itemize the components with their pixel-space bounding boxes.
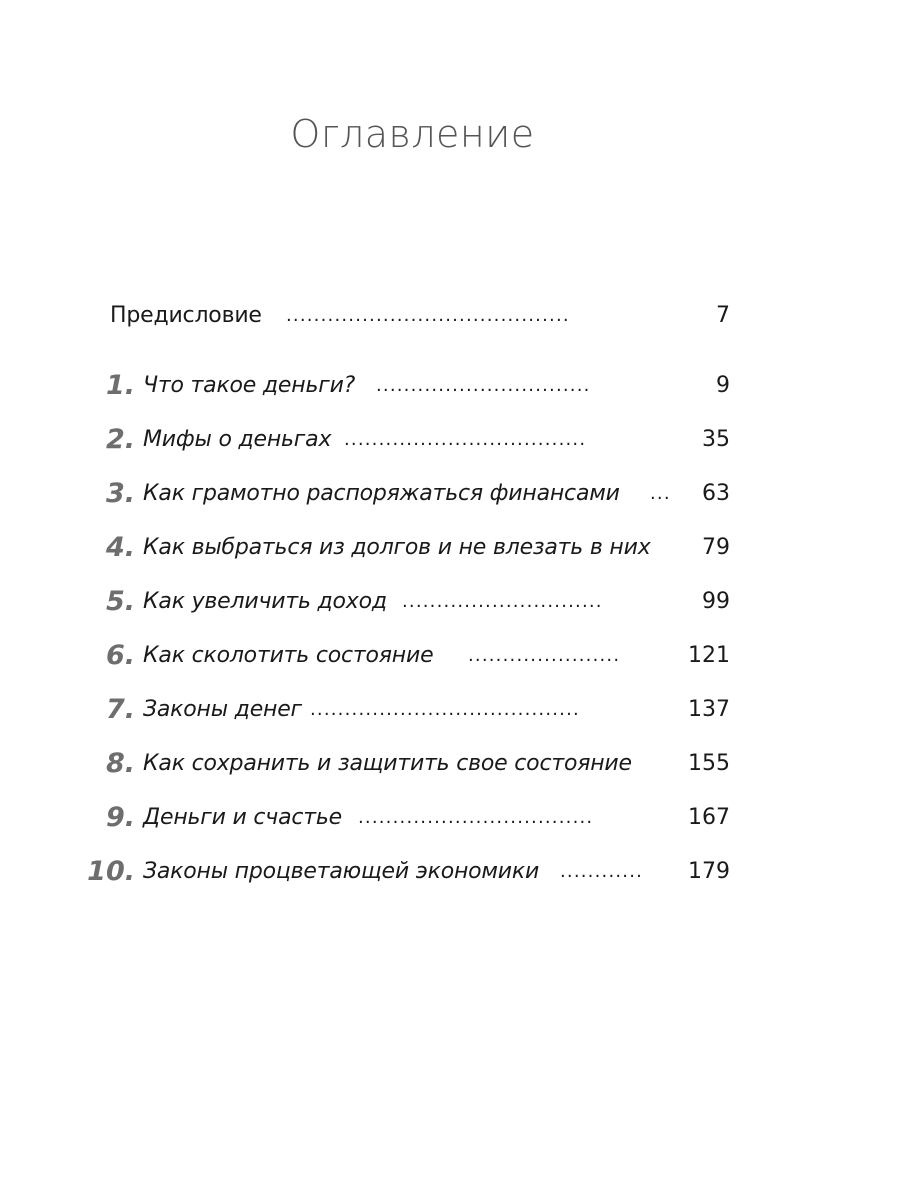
toc-entry-label: Как увеличить доход (143, 589, 387, 614)
toc-entry-label: Как сохранить и защитить свое состояние (143, 751, 632, 776)
chapter-number: 4. (105, 532, 135, 563)
chapter-number: 7. (105, 694, 135, 725)
toc-entry-chapter-3[interactable] (0, 477, 900, 511)
toc-entry-label: Предисловие (110, 303, 262, 328)
toc-entry-chapter-8[interactable] (0, 747, 900, 781)
toc-page-number: 99 (702, 589, 730, 614)
toc-page-number: 167 (688, 805, 730, 830)
page-title: Оглавление (290, 112, 535, 156)
dot-leader: ............................. (402, 591, 603, 612)
toc-entry-chapter-5[interactable] (0, 585, 900, 619)
toc-page-number: 9 (716, 373, 730, 398)
chapter-number: 6. (105, 640, 135, 671)
toc-entry-chapter-2[interactable] (0, 423, 900, 457)
toc-page-number: 7 (716, 303, 730, 328)
toc-page-number: 79 (702, 535, 730, 560)
toc-page-number: 63 (702, 481, 730, 506)
chapter-number: 10. (87, 856, 135, 887)
toc-page-number: 179 (688, 859, 730, 884)
toc-entry-chapter-1[interactable] (0, 369, 900, 403)
toc-entry-preface[interactable] (0, 299, 900, 333)
toc-entry-label: Как выбраться из долгов и не влезать в них (143, 535, 651, 560)
chapter-number: 3. (105, 478, 135, 509)
chapter-number: 9. (105, 802, 135, 833)
toc-entry-label: Законы процветающей экономики (143, 859, 540, 884)
toc-page-number: 137 (688, 697, 730, 722)
toc-entry-chapter-10[interactable] (0, 855, 900, 889)
dot-leader: ......................................... (286, 305, 570, 326)
dot-leader: ....................................... (310, 699, 580, 720)
dot-leader: ................................... (344, 429, 587, 450)
dot-leader: ... (650, 483, 671, 504)
chapter-number: 2. (105, 424, 135, 455)
toc-entry-label: Что такое деньги? (143, 373, 356, 398)
toc-page-number: 155 (688, 751, 730, 776)
dot-leader: ............ (560, 861, 644, 882)
toc-entry-chapter-7[interactable] (0, 693, 900, 727)
toc-entry-label: Законы денег (143, 697, 302, 722)
toc-entry-label: Как грамотно распоряжаться финансами (143, 481, 620, 506)
toc-entry-chapter-9[interactable] (0, 801, 900, 835)
toc-page-number: 121 (688, 643, 730, 668)
dot-leader: .................................. (358, 807, 594, 828)
dot-leader: ............................... (376, 375, 591, 396)
toc-entry-label: Деньги и счастье (143, 805, 343, 830)
chapter-number: 8. (105, 748, 135, 779)
chapter-number: 5. (105, 586, 135, 617)
toc-entry-label: Как сколотить состояние (143, 643, 434, 668)
toc-page-number: 35 (702, 427, 730, 452)
chapter-number: 1. (105, 370, 135, 401)
dot-leader: ...................... (468, 645, 621, 666)
toc-entry-chapter-6[interactable] (0, 639, 900, 673)
toc-entry-label: Мифы о деньгах (143, 427, 332, 452)
toc-entry-chapter-4[interactable] (0, 531, 900, 565)
